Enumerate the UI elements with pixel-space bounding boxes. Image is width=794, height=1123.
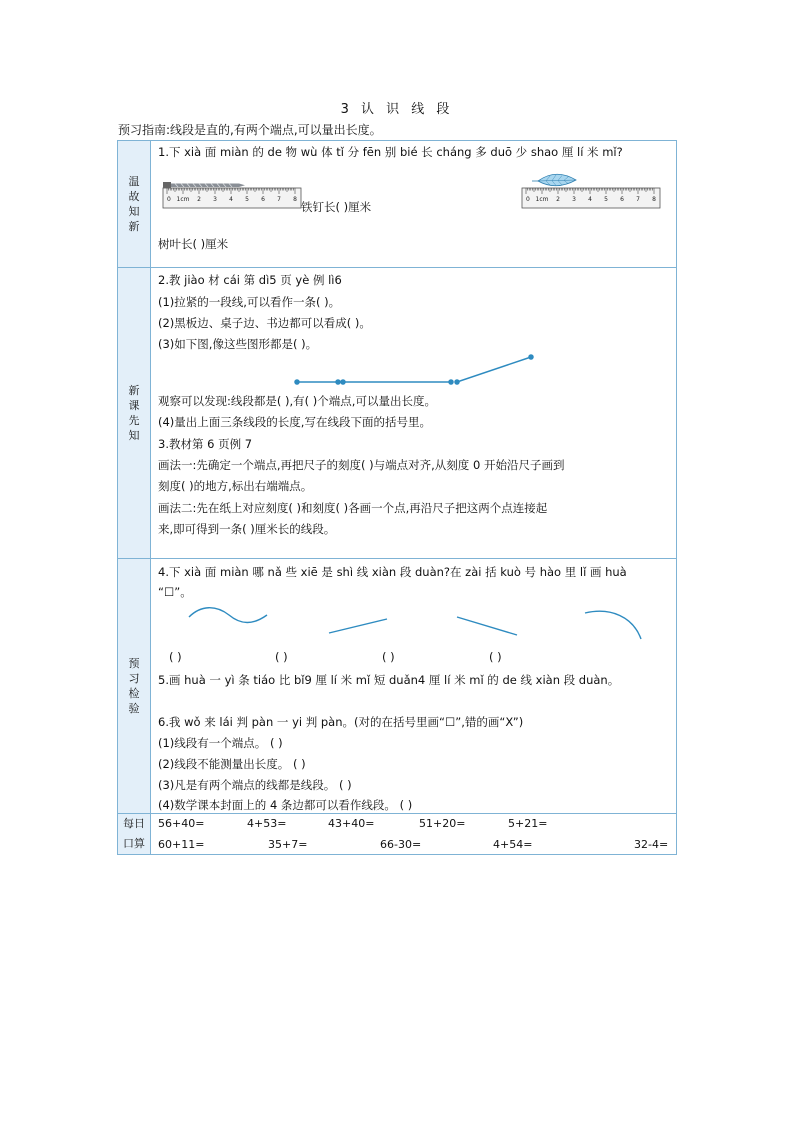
preview-guide: 预习指南:线段是直的,有两个端点,可以量出长度。 [118,123,382,137]
section-label-preview-check: 预 习 检 验 [118,559,151,814]
q2-line-1: (1)拉紧的一段线,可以看作一条( )。 [158,295,341,309]
q4-bracket-2: ( ) [275,650,288,664]
calc-item: 66-30= [380,838,422,851]
ruler-label: 0 [526,196,530,203]
page-title: 3 认 识 线 段 [340,102,454,117]
nail-ruler-figure [161,171,304,209]
section-label-review: 温 故 知 新 [118,141,151,268]
ruler-label: 2 [556,196,560,203]
q6-item-3: (3)凡是有两个端点的线都是线段。 ( ) [158,778,352,792]
q4-bracket-3: ( ) [382,650,395,664]
question-5: 5.画 huà 一 yì 条 tiáo 比 bǐ9 厘 lí 米 mǐ 短 duǎn4 厘 lí 米 mǐ 的 de 线 xiàn 段 duàn。 [158,673,620,687]
calc-item: 4+53= [247,817,287,830]
ruler-label: 6 [620,196,624,203]
ruler-label: 7 [277,196,281,203]
ruler-label: 3 [213,196,217,203]
q3-line-1: 画法一:先确定一个端点,再把尺子的刻度( )与端点对齐,从刻度 0 开始沿尺子画到 [158,458,565,472]
ruler-label: 3 [572,196,576,203]
calc-item: 51+20= [419,817,466,830]
ruler-label: 5 [604,196,608,203]
ruler-label: 4 [588,196,592,203]
q6-item-4: (4)数学课本封面上的 4 条边都可以看作线段。 ( ) [158,798,413,812]
q2-line-2: (2)黑板边、桌子边、书边都可以看成( )。 [158,316,371,330]
q6-item-2: (2)线段不能测量出长度。 ( ) [158,757,306,771]
daily-calc-grid [151,814,676,854]
nail-length-answer: 铁钉长( )厘米 [301,200,372,214]
leaf-ruler-figure [520,169,663,209]
section-label-daily-calc: 每日 口算 [118,814,151,855]
calc-item: 35+7= [268,838,308,851]
q2-line-5: (4)量出上面三条线段的长度,写在线段下面的括号里。 [158,415,431,429]
question-1: 1.下 xià 面 miàn 的 de 物 wù 体 tǐ 分 fēn 别 bié 长 cháng 多 duō 少 shao 厘 lí 米 mǐ? [158,145,623,159]
ruler-label: 1cm [535,196,549,203]
question-3: 3.教材第 6 页例 7 [158,437,253,451]
q6-item-1: (1)线段有一个端点。 ( ) [158,736,283,750]
ruler-label: 2 [197,196,201,203]
calc-item: 43+40= [328,817,375,830]
q2-line-4: 观察可以发现:线段都是( ),有( )个端点,可以量出长度。 [158,394,436,408]
section-label-new-lesson: 新 课 先 知 [118,268,151,559]
ruler-label: 8 [652,196,656,203]
calc-item: 32-4= [634,838,669,851]
ruler-label: 5 [245,196,249,203]
ruler-label: 1cm [176,196,190,203]
q4-line-2: “☐”。 [158,585,192,599]
calc-item: 56+40= [158,817,205,830]
q3-line-4: 来,即可得到一条( )厘米长的线段。 [158,522,336,536]
calc-item: 5+21= [508,817,548,830]
q2-line-3: (3)如下图,像这些图形都是( )。 [158,337,318,351]
q4-bracket-4: ( ) [489,650,502,664]
calc-item: 60+11= [158,838,205,851]
ruler-label: 7 [636,196,640,203]
q4-bracket-1: ( ) [169,650,182,664]
ruler-label: 8 [293,196,297,203]
leaf-length-answer: 树叶长( )厘米 [158,237,229,251]
q3-line-3: 画法二:先在纸上对应刻度( )和刻度( )各画一个点,再沿尺子把这两个点连接起 [158,501,548,515]
worksheet-table [117,140,677,855]
question-4: 4.下 xià 面 miàn 哪 nǎ 些 xiē 是 shì 线 xiàn 段 duàn?在 zài 括 kuò 号 hào 里 lǐ 画 huà [158,565,627,579]
ruler-label: 4 [229,196,233,203]
segments-figure [291,352,541,392]
question-6: 6.我 wǒ 来 lái 判 pàn 一 yi 判 pàn。(对的在括号里画“☐”,错的画“X”) [158,715,524,729]
q3-line-2: 刻度( )的地方,标出右端端点。 [158,479,313,493]
ruler-label: 6 [261,196,265,203]
ruler-label: 0 [167,196,171,203]
question-2: 2.教 jiào 材 cái 第 dì5 页 yè 例 lì6 [158,273,342,287]
calc-item: 4+54= [493,838,533,851]
lines-figure [181,603,681,643]
